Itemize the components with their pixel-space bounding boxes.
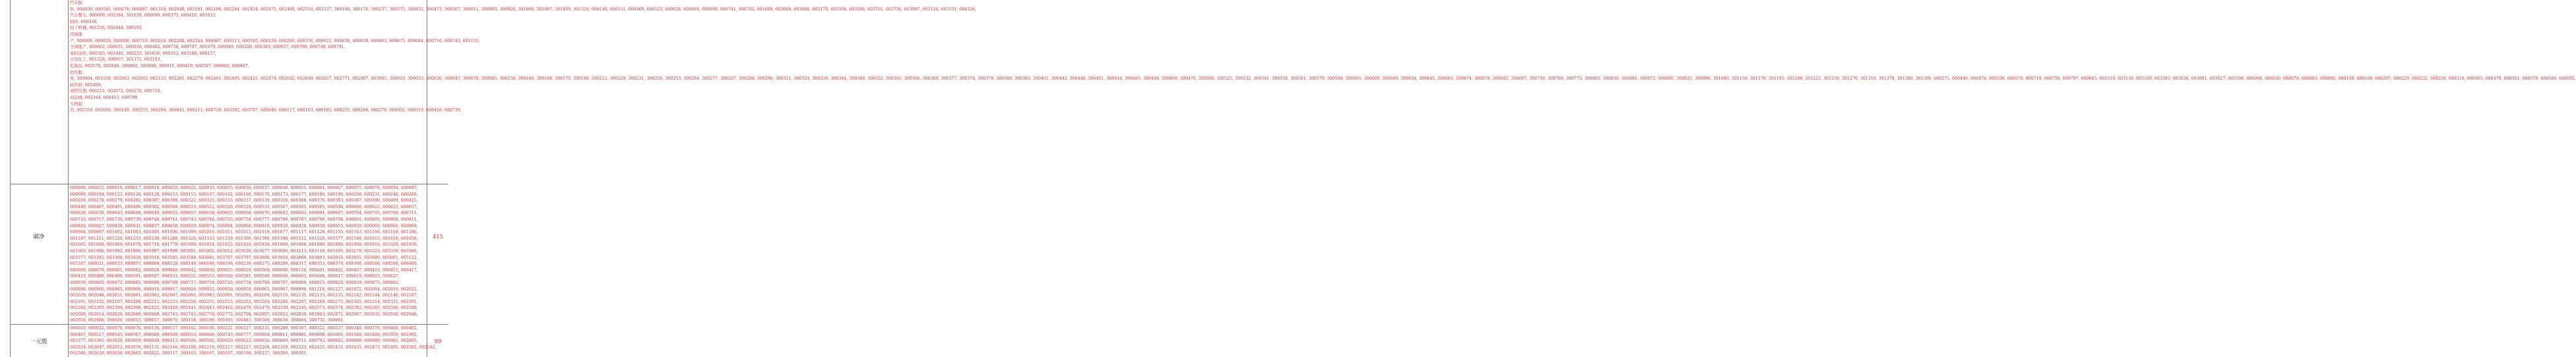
row-3-stock-list: 000010, 000022, 000070, 000076, 000136, 000157, 000162, 000190, 000221, 000227, 000231, 000289, 000307, 000322, 000337, 000340, 000370, 000408, 000462, 000467, 000527, 000545, 000567, 000568, 000569, 000653, 000666, 000743, 000777, 000804, 000811, 000881, 000898, 001005, 001588, 001880, 001929, 001992, 003377, 003385, 003828, 003959, 000040, 000413, 000506, 000592, 000620, 000622, 000656, 000669, 000711, 000793, 000882, 000889, 000980, 000981, 002005, 002024, 002047, 002052, 002076, 002131, 002146, 002188, 002210, 002217, 002227, 002269, 002310, 002323, 002425, 002431, 002435, 002473, 002495, 002502, 002542, 002586, 002629, 002656, 002663, 002822, 300117, 300163, 300167, 300197, 300198, 300237, 300300, 300301, bbox=[70, 326, 437, 356]
row-3-count: 89 bbox=[434, 339, 442, 345]
row-2-stock-list: 600000, 600015, 600016, 600017, 600019, 600020, 600022, 600033, 600035, 600036, 600037, 600048, 600051, 600064, 600067, 600075, 600076, 600094, 600097, 600098, 600104, 600123, 600126, 600128, 600153, 600155, 600157, 600162, 600168, 600170, 600173, 600177, 600180, 600190, 600208, 600231, 600248, 600266, 600269, 600278, 600279, 600282, 600307, 600308, 600322, 600325, 600335, 600337, 600339, 600350, 600368, 600376, 600383, 600387, 600390, 600409, 600425, 600449, 600467, 600491, 600496, 600502, 600508, 600510, 600512, 600526, 600528, 600533, 600567, 600585, 600595, 600596, 600606, 600622, 600623, 600637, 600638, 600639, 600643, 600648, 600649, 600655, 600657, 600658, 600663, 600668, 600676, 600682, 600693, 600694, 600697, 600704, 600705, 600708, 600711, 600716, 600717, 600736, 600739, 600748, 600741, 600743, 600748, 600755, 600758, 600777, 600780, 600787, 600790, 600798, 600801, 600805, 600808, 600811, 600820, 600827, 600828, 600831, 600837, 600858, 600859, 600874, 600884, 600908, 600919, 600926, 600928, 600939, 600955, 600959, 600960, 600966, 600969, 600984, 600997, 601002, 601003, 601005, 601006, 601009, 601010, 601011, 601015, 601018, 601077, 601117, 601128, 601155, 601163, 601166, 601169, 601186, 601187, 601211, 601229, 601233, 601238, 601288, 601326, 601333, 601339, 601366, 601390, 601398, 601512, 601528, 601577, 601588, 601615, 601618, 601658, 601665, 601668, 601669, 601678, 601718, 601778, 601800, 601818, 601825, 601828, 601838, 601860, 601868, 601880, 601886, 601908, 601916, 601929, 601939, 601963, 601988, 601992, 601996, 601997, 601998, 603001, 603002, 603012, 603020, 603077, 603086, 603113, 603116, 603185, 603278, 603323, 603339, 603366, 603377, 603385, 603388, 603458, 603518, 603585, 603588, 603681, 603707, 603797, 603808, 603818, 603869, 603893, 603916, 603955, 603980, 605001, 605122, 605287, 688021, 688033, 688057, 688068, 688128, 688148, 688186, 688198, 688239, 688275, 688298, 688317, 688353, 688370, 688398, 688566, 688598, 688660, 688669, 688679, 000001, 000002, 000028, 000040, 000042, 000050, 000055, 000059, 000069, 000090, 000156, 000401, 000402, 000407, 000413, 000415, 000417, 000419, 000488, 000498, 000501, 000507, 000531, 000552, 000553, 000560, 000581, 000589, 000600, 000603, 000608, 000617, 000619, 000623, 000627, 000639, 000665, 000672, 000685, 000690, 000709, 000717, 000718, 000726, 000758, 000789, 000797, 000809, 000825, 000828, 000839, 000875, 000882, 000898, 000900, 000905, 000906, 000910, 000917, 000926, 000932, 000950, 000959, 000965, 000967, 000990, 001218, 001227, 001872, 002004, 002010, 002022, 002029, 002048, 002051, 002061, 002062, 002067, 002081, 002083, 002091, 002092, 002109, 002110, 002131, 002133, 002135, 002142, 002144, 002146, 002187, 002191, 002192, 002197, 002208, 002212, 002233, 002250, 002251, 002253, 002262, 002264, 002266, 002267, 002269, 002275, 002305, 002314, 002321, 002391, 002392, 002393, 002394, 002398, 002425, 002440, 002441, 002443, 002462, 002478, 002479, 002538, 002545, 002573, 002574, 002582, 002585, 002586, 002589, 002608, 002614, 002628, 002666, 002669, 002743, 002745, 002759, 002772, 002798, 002807, 002822, 002839, 002863, 002872, 002887, 002932, 002936, 002948, 002958, 002966, 300020, 300055, 300057, 300070, 300158, 300190, 300395, 300483, 300569, 300639, 300664, 300732, 300981, bbox=[70, 186, 418, 323]
row-2-count: 415 bbox=[432, 234, 444, 240]
label-column-divider bbox=[68, 0, 69, 357]
row-1-stock-list: 汽车配 件, 000030, 000581, 000678, 000887, 001319, 002048, 002101, 002190, 002284, 002434, 002472, 002488, 002510, 002537, 300100, 300176, 300237, 300375, 300432, 300473, 300507, 300611, 300893, 300926, 301000, 301007, 301499, 301329, 600148, 600151, 600469, 600523, 600626, 600660, 600698, 600741, 600742, 601689, 603009, 603040, 603179, 603338, 603596, 603701, 603730, 603997, 605128, 605151, 688326, 汽车整车, 000800, 002594, 301039, 600099, 600375, 600418, 601633, 铝锌, 600338, 轻工机械, 001256, 002444, 300195, 区域地 产, 000006, 000029, 000608, 000718, 002016, 002208, 002244, 600067, 600113, 600185, 600239, 600266, 600376, 600622, 600638, 600639, 600663, 600675, 600684, 600716, 600743, 601155, 全国地产, 000002, 000031, 000036, 000402, 000736, 000797, 001979, 600048, 600208, 600383, 600657, 600708, 600748, 600791, 染料涂料, 000565, 002440, 300225, 301036, 600352, 603188, 688157, 日用化工, 001328, 300957, 301371, 603193, 乳制品, 002570, 002946, 300892, 300898, 300915, 600429, 600597, 600882, 600887, 软件服 务, 300004, 001058, 002063, 002065, 002153, 002261, 002279, 002401, 002405, 002421, 002474, 002642, 002649, 002657, 002771, 002987, 003005, 300010, 300033, 300036, 300047, 300078, 300085, 300150, 300166, 300168, 300170, 300188, 300212, 300229, 300231, 300250, 300253, 300264, 300277, 300287, 300288, 300290, 300311, 300324, 300339, 300344, 300348, 300352, 300365, 300366, 300369, 300377, 300378, 300379, 300380, 300383, 300401, 300442, 300448, 300451, 300454, 300465, 300468, 300469, 300479, 300508, 300525, 300532, 300541, 300550, 300561, 300579, 300598, 300605, 300609, 300609, 300634, 300645, 300663, 300674, 300678, 300682, 300687, 300730, 300768, 300773, 300803, 300830, 300846, 300872, 300895, 300925, 300996, 301085, 301159, 301178, 301185, 301208, 301221, 301236, 301270, 301316, 301378, 301380, 301396, 600271, 600446, 600476, 600536, 600570, 600718, 600756, 600797, 600845, 601519, 603138, 603189, 603383, 603636, 603881, 603927, 605398, 688004, 688030, 688078, 688083, 688095, 688158, 688168, 688207, 688229, 688232, 688258, 688318, 688365, 688479, 688561, 688579, 688588, 688692, 软饮料, 605499, 商贸代理, 000151, 002072, 600278, 600710, 商品城, 002344, 600415, 600790, 生物制 药, 002550, 002693, 300149, 300255, 300294, 300841, 600211, 600739, 603392, 603707, 688046, 688117, 688163, 688185, 688235, 688266, 688278, 688302, 688319, 688428, 688739, bbox=[70, 1, 2576, 113]
row-3-category-label: 一元股 bbox=[30, 339, 47, 345]
row-divider-2 bbox=[10, 324, 448, 325]
row-2-category-label: 碳净 bbox=[33, 234, 45, 240]
left-border bbox=[10, 0, 11, 357]
